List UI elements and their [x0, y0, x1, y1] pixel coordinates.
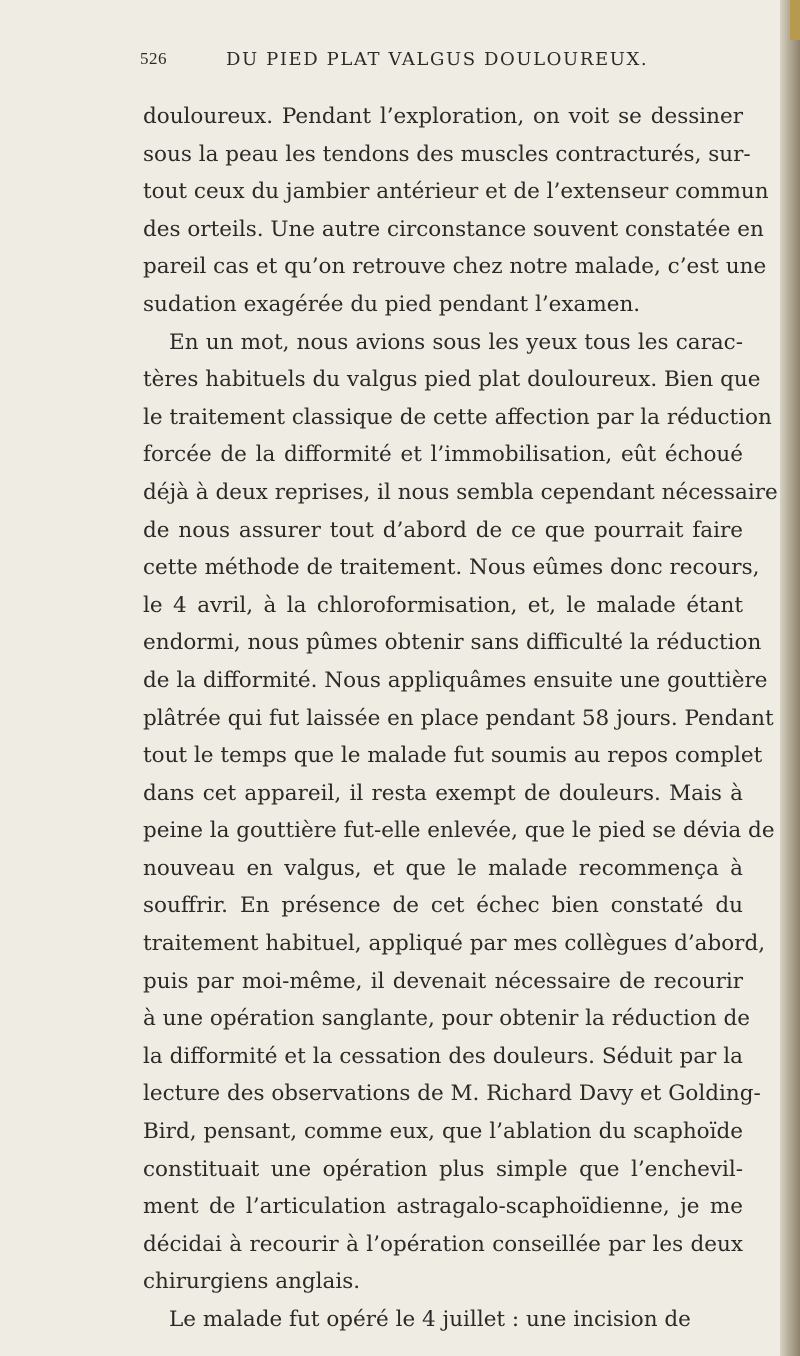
text-line: chirurgiens anglais. — [143, 1269, 361, 1295]
text-line: le traitement classique de cette affection par la réduction — [143, 404, 772, 430]
page-edge — [780, 0, 800, 1356]
text-line: souffrir. En présence de cet échec bien constaté du — [143, 893, 743, 919]
text-line: ment de l’articulation astragalo-scaphoïdienne, je me — [143, 1194, 743, 1220]
text-line: douloureux. Pendant l’exploration, on voit se dessiner — [143, 104, 743, 129]
text-line: En un mot, nous avions sous les yeux tous les carac- — [169, 329, 743, 355]
text-line: décidai à recourir à l’opération conseillée par les deux — [143, 1231, 743, 1257]
text-line: cette méthode de traitement. Nous eûmes donc recours, — [143, 555, 760, 581]
running-title: DU PIED PLAT VALGUS DOULOUREUX. — [226, 49, 649, 70]
page-number: 526 — [140, 49, 167, 68]
text-line: pareil cas et qu’on retrouve chez notre malade, c’est une — [143, 254, 767, 280]
text-line: de la difformité. Nous appliquâmes ensuite une gouttière — [143, 667, 768, 693]
text-line: Le malade fut opéré le 4 juillet : une incision de — [169, 1307, 691, 1332]
text-line: peine la gouttière fut-elle enlevée, que le pied se dévia de — [143, 818, 775, 844]
text-line: nouveau en valgus, et que le malade recommença à — [143, 855, 743, 881]
text-line: tères habituels du valgus pied plat douloureux. Bien que — [143, 367, 761, 393]
body-text — [143, 98, 778, 1339]
text-line: tout le temps que le malade fut soumis au repos complet — [143, 743, 763, 769]
text-line: sudation exagérée du pied pendant l’examen. — [143, 291, 641, 317]
text-line: le 4 avril, à la chloroformisation, et, le malade étant — [143, 592, 743, 618]
text-line: plâtrée qui fut laissée en place pendant 58 jours. Pendant — [143, 705, 774, 731]
text-line: tout ceux du jambier antérieur et de l’extenseur commun — [143, 179, 769, 205]
text-line: constituait une opération plus simple que l’enchevil- — [143, 1156, 743, 1182]
text-line: de nous assurer tout d’abord de ce que pourrait faire — [143, 517, 743, 543]
text-line: traitement habituel, appliqué par mes collègues d’abord, — [143, 931, 766, 957]
text-line: endormi, nous pûmes obtenir sans difficulté la réduction — [143, 630, 762, 656]
text-line: forcée de la difformité et l’immobilisation, eût échoué — [143, 442, 743, 468]
text-line: déjà à deux reprises, il nous sembla cependant nécessaire — [143, 479, 778, 505]
text-line: sous la peau les tendons des muscles contracturés, sur- — [143, 141, 751, 167]
text-line: puis par moi-même, il devenait nécessaire de recourir — [143, 968, 743, 994]
text-line: dans cet appareil, il resta exempt de douleurs. Mais à — [143, 780, 743, 806]
text-line: à une opération sanglante, pour obtenir la réduction de — [143, 1006, 750, 1032]
running-head — [140, 49, 649, 83]
text-line: des orteils. Une autre circonstance souvent constatée en — [143, 216, 764, 242]
text-line: lecture des observations de M. Richard Davy et Golding- — [143, 1081, 761, 1107]
text-line: Bird, pensant, comme eux, que l’ablation du scaphoïde — [143, 1119, 743, 1145]
text-line: la difformité et la cessation des douleurs. Séduit par la — [143, 1043, 743, 1069]
edge-stain — [790, 0, 800, 40]
